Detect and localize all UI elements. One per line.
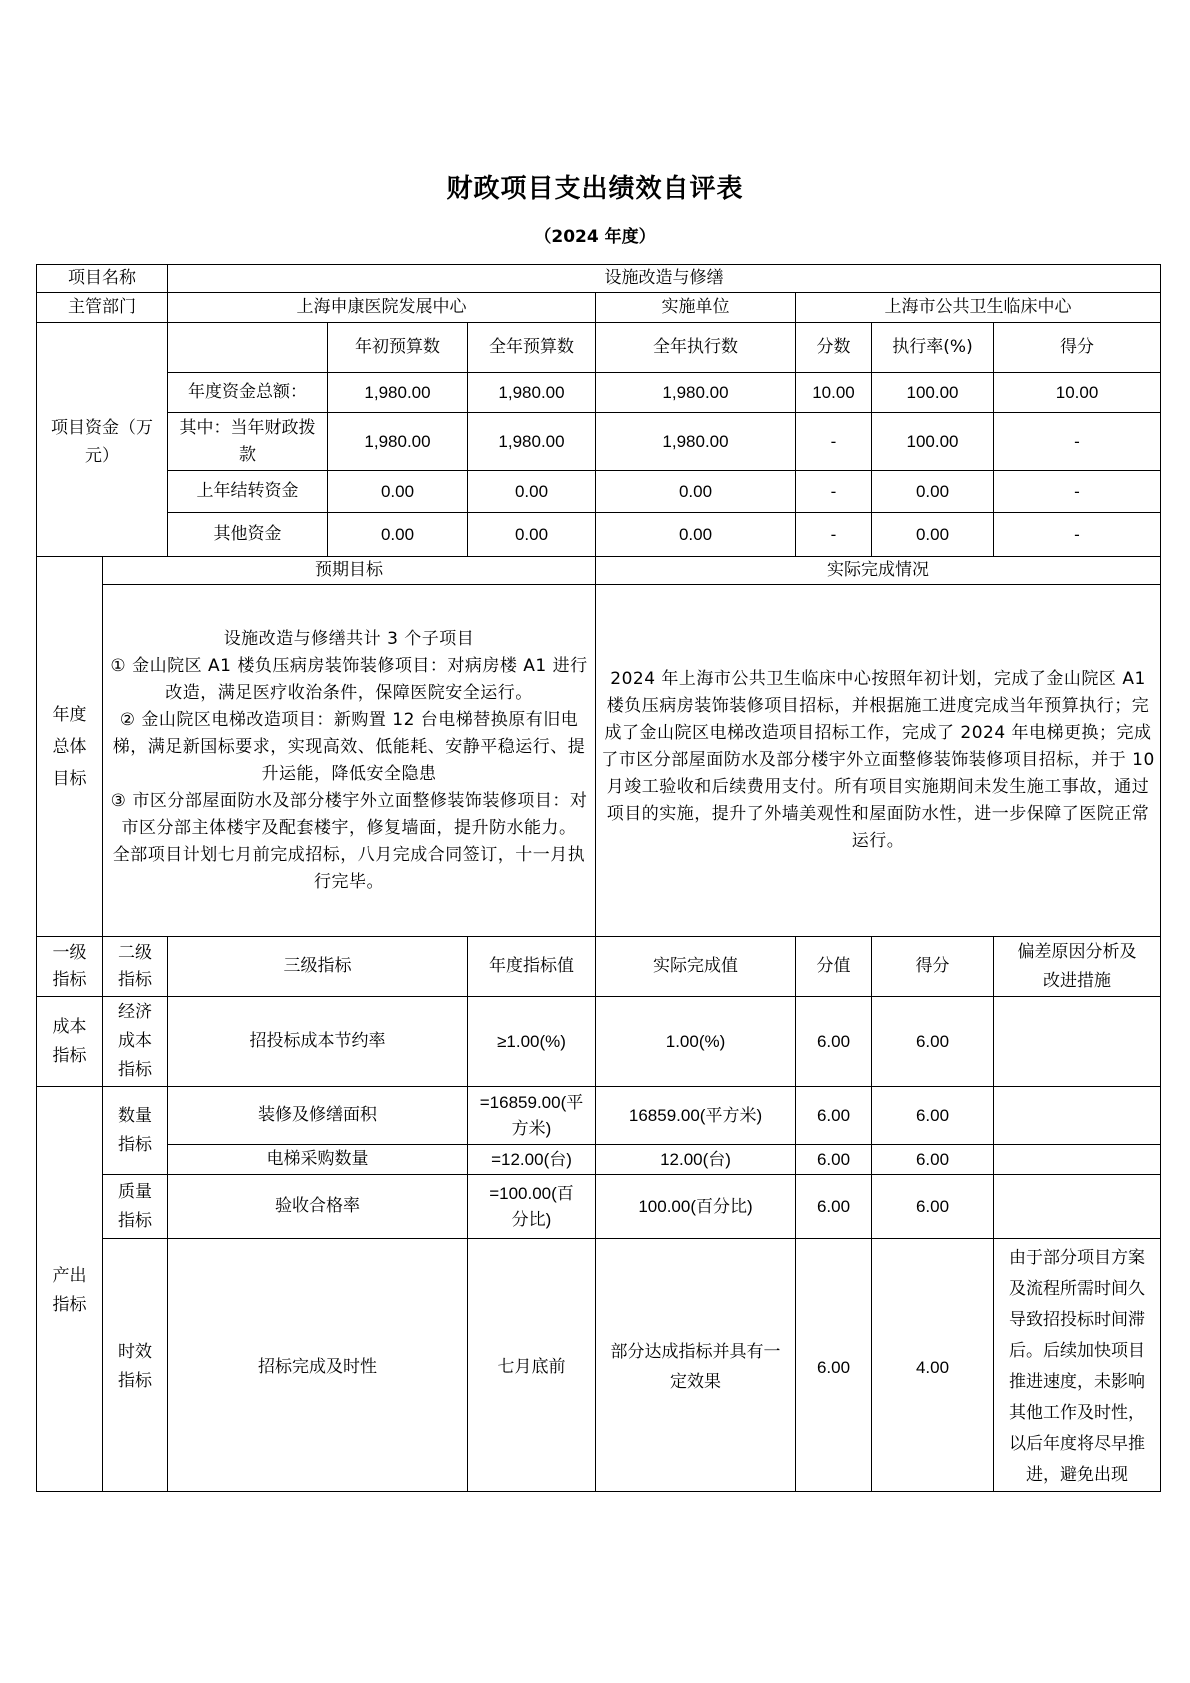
indicator-header-level1	[37, 937, 103, 997]
project-name-value: 设施改造与修缮	[168, 265, 1161, 293]
expected-goal-line: ③ 市区分部屋面防水及部分楼宇外立面整修装饰装修项目：对市区分部主体楼宇及配套楼宇，修复墙面，提升防水能力。	[110, 790, 588, 838]
funds-header-blank	[168, 323, 328, 373]
goals-label	[37, 557, 103, 937]
indicator-header-actual: 实际完成值	[596, 937, 796, 997]
funds-score: 10.00	[796, 373, 872, 413]
dept-value: 上海申康医院发展中心	[168, 293, 596, 323]
quantity-row-elevator	[37, 1145, 1161, 1175]
cost-score: 6.00	[872, 997, 994, 1087]
expected-goal-line: ① 金山院区 A1 楼负压病房装饰装修项目：对病房楼 A1 进行改造，满足医疗收治条件，保障医院安全运行。	[110, 655, 588, 703]
dept-label: 主管部门	[37, 293, 168, 323]
timeliness-level2-text: 时效指标	[118, 1342, 152, 1391]
timeliness-actual: 部分达成指标并具有一定效果	[596, 1239, 796, 1492]
funds-row-name: 其中：当年财政拨款	[168, 413, 328, 471]
expected-goal-header: 预期目标	[103, 557, 596, 585]
timeliness-indicator-row	[37, 1239, 1161, 1492]
timeliness-score: 4.00	[872, 1239, 994, 1492]
funds-row-name: 其他资金	[168, 513, 328, 557]
cost-level2-text: 经济成本指标	[118, 1002, 152, 1080]
funds-initial: 0.00	[328, 471, 468, 513]
quality-analysis	[994, 1175, 1161, 1239]
funds-annual: 1,980.00	[468, 373, 596, 413]
expected-goal-line: 全部项目计划七月前完成招标，八月完成合同签订，十一月执行完毕。	[112, 844, 586, 892]
funds-row-name: 年度资金总额：	[168, 373, 328, 413]
funds-rate: 0.00	[872, 513, 994, 557]
project-name-label: 项目名称	[37, 265, 168, 293]
quantity-weight: 6.00	[796, 1087, 872, 1145]
funds-header-annual: 全年预算数	[468, 323, 596, 373]
actual-result-text: 2024 年上海市公共卫生临床中心按照年初计划，完成了金山院区 A1 楼负压病房装饰装修项目招标，并根据施工进度完成当年预算执行；完成了金山院区电梯改造项目招标工作，完成了 2024 年电梯更换；完成了市区分部屋面防水及部分楼宇外立面整修装饰装修项目招标，并于 10 月竣工验收和后续费用支付。所有项目实施期间未发生施工事故，通过项目的实施，提升了外墙美观性和屋面防水性，进一步保障了医院正常运行。	[596, 585, 1161, 937]
funds-points: -	[994, 513, 1161, 557]
funds-rate: 100.00	[872, 373, 994, 413]
quantity-target: =16859.00(平方米)	[468, 1087, 596, 1145]
cost-weight: 6.00	[796, 997, 872, 1087]
funds-annual: 0.00	[468, 513, 596, 557]
department-row	[37, 293, 1161, 323]
funds-score: -	[796, 413, 872, 471]
quantity-level2	[103, 1087, 168, 1175]
page-subtitle-year: （2024 年度）	[534, 227, 656, 247]
quantity-actual: 12.00(台)	[596, 1145, 796, 1175]
cost-level1-text: 成本指标	[52, 1016, 87, 1066]
funds-score: -	[796, 513, 872, 557]
cost-target: ≥1.00(%)	[468, 997, 596, 1087]
timeliness-level3: 招标完成及时性	[168, 1239, 468, 1492]
indicator-header-weight: 分值	[796, 937, 872, 997]
timeliness-weight: 6.00	[796, 1239, 872, 1492]
quality-target: =100.00(百分比)	[468, 1175, 596, 1239]
funds-annual: 1,980.00	[468, 413, 596, 471]
expected-goal-line: 设施改造与修缮共计 3 个子项目	[223, 628, 475, 649]
quality-indicator-row	[37, 1175, 1161, 1239]
timeliness-target: 七月底前	[468, 1239, 596, 1492]
actual-result-header: 实际完成情况	[596, 557, 1161, 585]
performance-table	[36, 264, 1161, 1492]
goals-label-text: 年度总体目标	[52, 704, 87, 789]
cost-indicator-row	[37, 997, 1161, 1087]
funds-row-carryover	[37, 471, 1161, 513]
funds-row-other	[37, 513, 1161, 557]
quantity-level3: 电梯采购数量	[168, 1145, 468, 1175]
expected-goal-line: ② 金山院区电梯改造项目：新购置 12 台电梯替换原有旧电梯，满足新国标要求，实现高效、低能耗、安静平稳运行、提升运能，降低安全隐患	[112, 709, 586, 784]
quality-level2-text: 质量指标	[118, 1181, 152, 1231]
indicator-header-target: 年度指标值	[468, 937, 596, 997]
funds-rate: 100.00	[872, 413, 994, 471]
indicator-header-score: 得分	[872, 937, 994, 997]
funds-initial: 0.00	[328, 513, 468, 557]
analysis-header-text: 偏差原因分析及改进措施	[1017, 941, 1137, 991]
quality-weight: 6.00	[796, 1175, 872, 1239]
funds-points: -	[994, 471, 1161, 513]
level2-header-text: 二级指标	[118, 942, 152, 990]
quantity-actual: 16859.00(平方米)	[596, 1087, 796, 1145]
funds-executed: 0.00	[596, 513, 796, 557]
project-name-row	[37, 265, 1161, 293]
quality-actual: 100.00(百分比)	[596, 1175, 796, 1239]
expected-goal-text	[103, 585, 596, 937]
level1-header-text: 一级指标	[52, 942, 87, 990]
quantity-row-area	[37, 1087, 1161, 1145]
funds-rate: 0.00	[872, 471, 994, 513]
quality-level2	[103, 1175, 168, 1239]
quantity-score: 6.00	[872, 1087, 994, 1145]
cost-level2	[103, 997, 168, 1087]
quantity-level2-text: 数量指标	[118, 1105, 152, 1155]
funds-header-points: 得分	[994, 323, 1161, 373]
funds-annual: 0.00	[468, 471, 596, 513]
funds-initial: 1,980.00	[328, 373, 468, 413]
quantity-analysis	[994, 1145, 1161, 1175]
funds-executed: 1,980.00	[596, 413, 796, 471]
funds-points: 10.00	[994, 373, 1161, 413]
funds-initial: 1,980.00	[328, 413, 468, 471]
funds-points: -	[994, 413, 1161, 471]
indicator-header-level2	[103, 937, 168, 997]
goals-content-row	[37, 585, 1161, 937]
quality-score: 6.00	[872, 1175, 994, 1239]
quantity-score: 6.00	[872, 1145, 994, 1175]
cost-level3: 招投标成本节约率	[168, 997, 468, 1087]
funds-header-score: 分数	[796, 323, 872, 373]
timeliness-level2	[103, 1239, 168, 1492]
output-level1-text: 产出指标	[52, 1266, 87, 1315]
timeliness-analysis: 由于部分项目方案及流程所需时间久导致招投标时间滞后。后续加快项目推进速度，未影响其他工作及时性，以后年度将尽早推进，避免出现	[994, 1239, 1161, 1492]
cost-level1	[37, 997, 103, 1087]
funds-label	[37, 323, 168, 557]
unit-label: 实施单位	[596, 293, 796, 323]
cost-actual: 1.00(%)	[596, 997, 796, 1087]
funds-executed: 1,980.00	[596, 373, 796, 413]
quantity-level3: 装修及修缮面积	[168, 1087, 468, 1145]
unit-value: 上海市公共卫生临床中心	[796, 293, 1161, 323]
funds-row-name: 上年结转资金	[168, 471, 328, 513]
funds-executed: 0.00	[596, 471, 796, 513]
funds-header-row	[37, 323, 1161, 373]
quantity-analysis	[994, 1087, 1161, 1145]
funds-row-fiscal	[37, 413, 1161, 471]
cost-analysis	[994, 997, 1161, 1087]
funds-header-initial: 年初预算数	[328, 323, 468, 373]
quantity-weight: 6.00	[796, 1145, 872, 1175]
funds-header-rate: 执行率(%)	[872, 323, 994, 373]
funds-row-total	[37, 373, 1161, 413]
indicator-header-analysis	[994, 937, 1161, 997]
quantity-target: =12.00(台)	[468, 1145, 596, 1175]
quality-level3: 验收合格率	[168, 1175, 468, 1239]
page-title: 财政项目支出绩效自评表	[446, 174, 744, 204]
funds-label-text: 项目资金（万元）	[51, 417, 153, 466]
output-level1	[37, 1087, 103, 1492]
funds-score: -	[796, 471, 872, 513]
indicator-header-level3: 三级指标	[168, 937, 468, 997]
funds-header-executed: 全年执行数	[596, 323, 796, 373]
indicator-header-row	[37, 937, 1161, 997]
goals-header-row	[37, 557, 1161, 585]
